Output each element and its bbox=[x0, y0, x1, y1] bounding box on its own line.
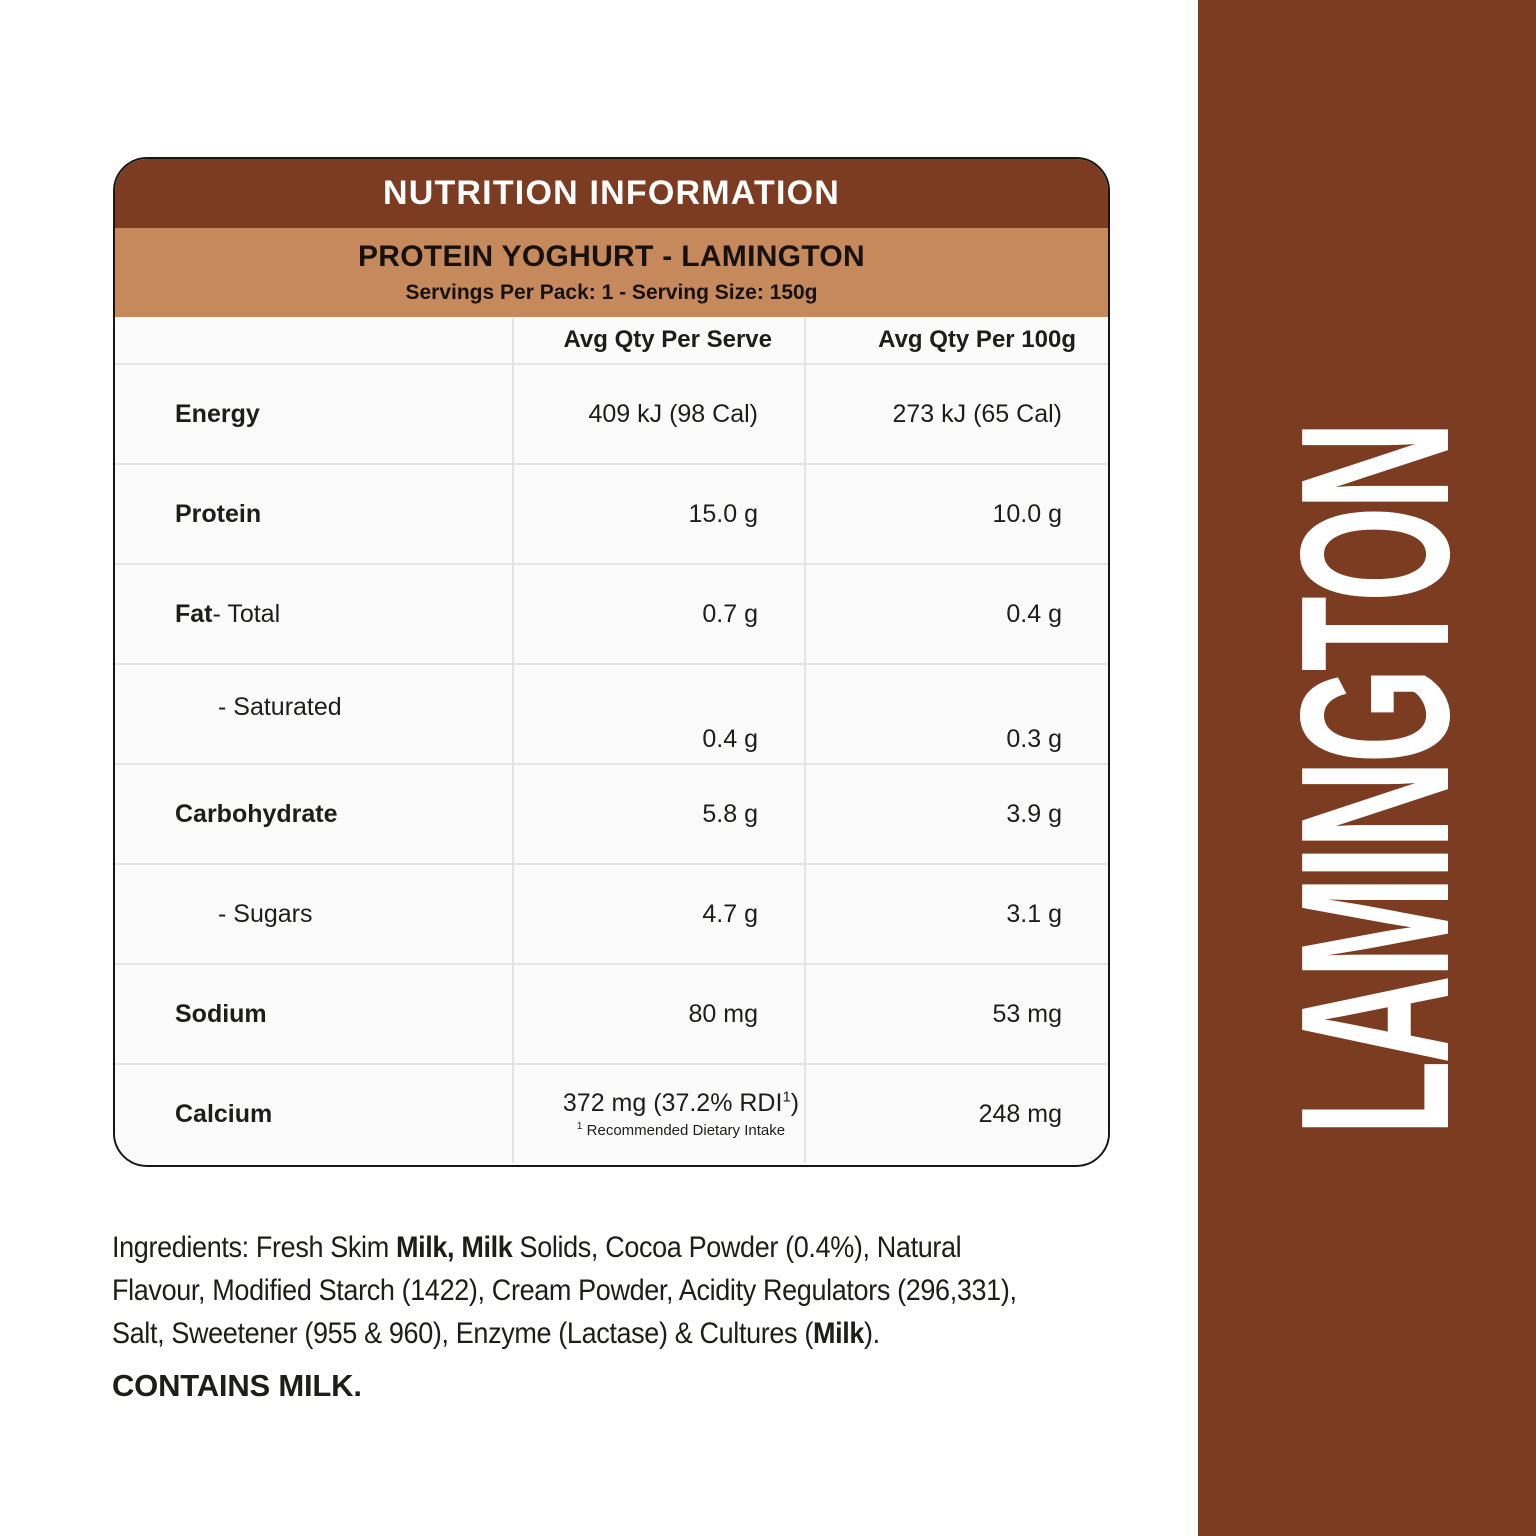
servings-info: Servings Per Pack: 1 - Serving Size: 150g bbox=[405, 281, 818, 304]
nutrition-card bbox=[113, 157, 1110, 1167]
flavour-vertical-text: LAMINGTON bbox=[1256, 424, 1493, 1136]
calcium-serve-value: 372 mg (37.2% RDI$^1$) bbox=[562, 1088, 800, 1117]
row-label-saturated: - Saturated bbox=[115, 663, 512, 763]
nutrition-title: NUTRITION INFORMATION bbox=[382, 174, 841, 212]
row-label-sugars: - Sugars bbox=[115, 863, 512, 963]
rdi-footnote-marker: 1 bbox=[782, 1088, 791, 1106]
flavour-sidebar bbox=[1198, 0, 1536, 1536]
row-value-carbohydrate-100g: 3.9 g bbox=[806, 763, 1108, 863]
row-value-saturated-serve: 0.4 g bbox=[512, 663, 806, 763]
row-label-carbohydrate: Carbohydrate bbox=[115, 763, 512, 863]
row-value-calcium-serve bbox=[512, 1063, 806, 1163]
col-header-blank bbox=[115, 317, 512, 363]
row-label-protein: Protein bbox=[115, 463, 512, 563]
col-header-per-100g: Avg Qty Per 100g bbox=[806, 317, 1108, 363]
row-value-sugars-serve: 4.7 g bbox=[512, 863, 806, 963]
row-value-fat-100g: 0.4 g bbox=[806, 563, 1108, 663]
row-value-saturated-100g: 0.3 g bbox=[806, 663, 1108, 763]
product-title: PROTEIN YOGHURT - LAMINGTON bbox=[358, 240, 865, 273]
row-label-sodium: Sodium bbox=[115, 963, 512, 1063]
nutrition-table bbox=[115, 317, 1108, 1163]
row-label-energy: Energy bbox=[115, 363, 512, 463]
nutrition-header-band bbox=[115, 159, 1108, 228]
row-value-energy-100g: 273 kJ (65 Cal) bbox=[806, 363, 1108, 463]
ingredients-line-3: Salt, Sweetener (955 & 960), Enzyme (Lactase) & Cultures (Milk). bbox=[112, 1317, 880, 1350]
row-value-protein-serve: 15.0 g bbox=[512, 463, 806, 563]
row-value-energy-serve: 409 kJ (98 Cal) bbox=[512, 363, 806, 463]
ingredients-line-1: Ingredients: Fresh Skim Milk, Milk Solids, Cocoa Powder (0.4%), Natural bbox=[112, 1231, 962, 1264]
ingredients-line-2: Flavour, Modified Starch (1422), Cream Powder, Acidity Regulators (296,331), bbox=[112, 1274, 1017, 1307]
row-value-fat-serve: 0.7 g bbox=[512, 563, 806, 663]
product-band bbox=[115, 228, 1108, 317]
row-value-carbohydrate-serve: 5.8 g bbox=[512, 763, 806, 863]
row-value-protein-100g: 10.0 g bbox=[806, 463, 1108, 563]
row-value-sodium-serve: 80 mg bbox=[512, 963, 806, 1063]
allergen-statement: CONTAINS MILK. bbox=[112, 1368, 362, 1403]
row-value-calcium-100g: 248 mg bbox=[806, 1063, 1108, 1163]
ingredients-section bbox=[112, 1226, 1152, 1404]
row-value-sugars-100g: 3.1 g bbox=[806, 863, 1108, 963]
ingredients-text bbox=[112, 1226, 1048, 1355]
row-label-fat-total: Fat - Total bbox=[115, 563, 512, 663]
row-value-sodium-100g: 53 mg bbox=[806, 963, 1108, 1063]
row-label-calcium: Calcium bbox=[115, 1063, 512, 1163]
col-header-per-serve: Avg Qty Per Serve bbox=[512, 317, 806, 363]
rdi-footnote: $^1$ Recommended Dietary Intake bbox=[576, 1121, 786, 1139]
